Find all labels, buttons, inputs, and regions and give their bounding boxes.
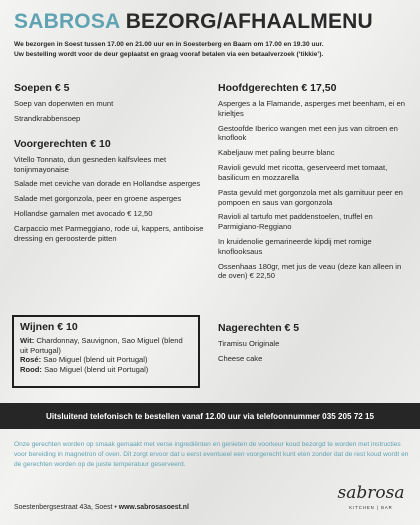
list-item: Tiramisu Originale — [218, 339, 280, 348]
wine-rose — [20, 355, 192, 365]
list-item: Ravioli al tartufo met paddenstoelen, truffel en Parmigiano-Reggiano — [218, 212, 373, 232]
soepen-list — [14, 99, 210, 124]
list-item: Soep van doperwten en munt — [14, 99, 114, 108]
list-item: Cheese cake — [218, 353, 263, 363]
wijnen-box — [12, 315, 200, 388]
wine-wit — [20, 336, 192, 355]
list-item: Salade met ceviche van dorade en Hollandse asperges — [14, 179, 201, 189]
left-column — [14, 82, 210, 249]
wine-rose-text: Sao Miguel (blend uit Portugal) — [43, 355, 148, 365]
sabrosa-logo — [335, 485, 407, 519]
list-item: Strandkrabbensoep — [14, 113, 81, 123]
wine-wit-label: Wit: — [20, 336, 35, 345]
title-text: BEZORG/AFHAALMENU — [125, 10, 373, 33]
list-item: Hollandse garnalen met avocado € 12,50 — [14, 209, 153, 219]
list-item: Vitello Tonnato, dun gesneden kalfsvlees met tonijnmayonaise — [14, 154, 167, 174]
list-item: Ravioli gevuld met ricotta, geserveerd met tomaat, basilicum en mozzarella — [218, 163, 388, 182]
wine-wit-text: Chardonnay, Sauvignon, Sao Miguel (blend uit Portugal) — [20, 336, 183, 355]
wine-rose-label: Rosé: — [20, 355, 42, 365]
nagerechten-heading: Nagerechten € 5 — [218, 322, 300, 334]
wine-rood-text: Sao Miguel (blend uit Portugal) — [44, 364, 149, 374]
hoofdgerechten-list — [218, 99, 410, 281]
order-phone-text: Uitsluitend telefonisch te bestellen vanaf 12.00 uur via telefoonnummer 035 205 72 15 — [46, 411, 374, 421]
order-phone-bar — [0, 403, 420, 429]
wine-rood — [20, 365, 192, 375]
wijnen-heading: Wijnen € 10 — [20, 321, 78, 333]
list-item: Carpaccio met Parmeggiano, rode ui, kappers, antiboise dressing en geroosterde pitten — [14, 224, 204, 243]
nagerechten-section — [218, 322, 410, 369]
list-item: Salade met gorgonzola, peer en groene asperges — [14, 194, 182, 204]
right-column — [218, 82, 410, 286]
list-item: Ossenhaas 180gr, met jus de veau (deze kan alleen in de oven) € 22,50 — [218, 261, 402, 281]
address-text: Soestenbergsestraat 43a, Soest • — [14, 504, 119, 511]
list-item: In kruidenolie gemarineerde kipdij met romige knoflooksaus — [218, 237, 372, 256]
hoofdgerechten-heading: Hoofdgerechten € 17,50 — [218, 82, 337, 94]
nagerechten-list — [218, 339, 410, 364]
intro-text — [14, 40, 410, 60]
list-item: Gestoofde Iberico wangen met een jus van citroen en knoflook — [218, 123, 398, 143]
logo-subtitle: KITCHEN | BAR — [349, 505, 393, 510]
logo-name: sabrosa — [337, 483, 405, 503]
list-item: Asperges a la Flamande, asperges met beenham, ei en krieltjes — [218, 99, 405, 118]
wine-rood-label: Rood: — [20, 364, 42, 374]
list-item: Kabeljauw met paling beurre blanc — [218, 148, 335, 158]
menu-title — [14, 10, 373, 34]
voorgerechten-heading: Voorgerechten € 10 — [14, 137, 111, 150]
intro-line-1: We bezorgen in Soest tussen 17.00 en 21.00 uur en in Soesterberg en Baarn om 17.00 en 19.30 uur. — [14, 41, 324, 48]
title-brand: SABROSA — [14, 10, 120, 33]
soepen-heading: Soepen € 5 — [14, 82, 70, 94]
voorgerechten-list — [14, 155, 210, 244]
website-link[interactable]: www.sabrosasoest.nl — [118, 504, 189, 511]
intro-line-2: Uw bestelling wordt voor de deur geplaatst en graag vooraf betalen via een betaalverzoek (‘tikkie’). — [14, 50, 324, 58]
preparation-note: Onze gerechten worden op smaak gemaakt met verse ingrediënten en genieten de voorkeur koud bezorgd te worden met instructies voor bereiding in magnetron of oven. Dit zorgt ervoor dat u eerst eventueel een voorgerecht kunt eten zonder dat de rest koud wordt en de gerechten worden op de juiste temperatuur geserveerd. — [14, 441, 409, 468]
list-item: Pasta gevuld met gorgonzola met als garnituur peer en pompoen en saus van gorgonzola — [218, 187, 403, 207]
footer-address — [14, 504, 189, 511]
